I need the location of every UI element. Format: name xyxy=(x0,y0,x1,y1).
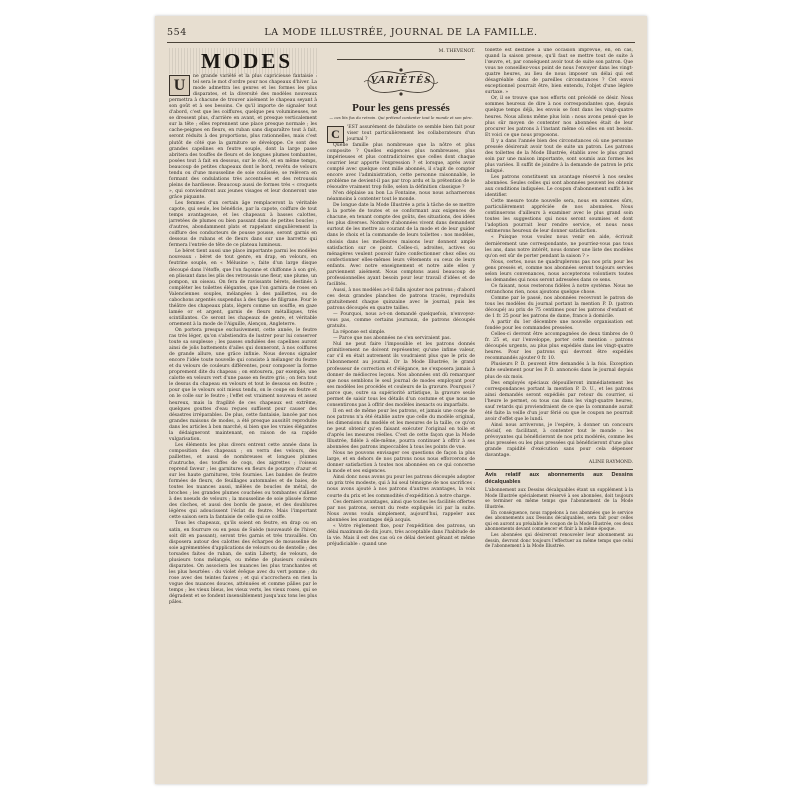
page-number: 554 xyxy=(167,27,187,38)
col3-paragraph: Comme par le passé, nos abonnées recevront le patron de tous les modèles du journal portant la mention P. D. (patron découpé) au prix de 75 centimes pour les patrons d'enfant et de 1 fr. 25 pour les patrons de dame, franco à domicile. xyxy=(485,295,633,320)
varietes-paragraph: N'en déplaise au bon La Fontaine, nous nous acharnerons néanmoins à contenter tout le monde. xyxy=(327,191,475,203)
varietes-paragraph: De longue date la Mode Illustrée a pris à tâche de se mettre à la portée de toutes et se conformant aux exigences de chacune, en tenant compte des goûts, des situations, des idées les plus diverses. Nombre d'abonnées vivent dans demandent surtout de les mettre au courant de la mode et de leur guider dans le choix et la commande de leurs toilettes : nos modèles, choisis dans les meilleures maisons leur donnent ample satisfaction sur ce point. Celles-ci, adroites, actives ou ménagères veulent pouvoir faire confectionner chez elles ou confectionner elles-mêmes leurs vêtements ou ceux de leurs enfants. Avec notre enseignement et notre aide elles y parviennent aisément. Nous comptons aussi beaucoup de professionnelles ayant besoin pour leur travail d'idées et de facilités. xyxy=(327,203,475,287)
notice-paragraph: L'abonnement aux Dessins décalquables étant un supplément à la Mode Illustrée spécialement réservé à ses abonnées, doit toujours se terminer en même temps que l'abonnement de la Mode Illustrée. xyxy=(485,488,633,511)
varietes-paragraph: Nul ne peut faire l'impossible et les patrons donnés primitivement ne doivent représenter, qu'une infime valeur, car s'il en était autrement ils voudraient plus que le prix de l'abonnement au journal. Or la Mode Illustrée, le grand professeur de correction et d'élégance, ne s'exposera jamais à donner de médiocres leçons. Nos abonnées ont dû remarquer que nous semblons le seul journal de modes employant pour ses modèles les procédés et couleurs de la gravure. Pourquoi ? parce que, outre sa supériorité artistique, la gravure seule permet de saisir tous les détails d'un costume et que nous ne consentirons pas à offrir des modèles inexacts ou imparfaits. xyxy=(327,342,475,408)
col3-paragraph: Ce faisant, nous resterons fidèles à notre système. Nous ne retranchons rien, nous ajoutons quelque chose. xyxy=(485,283,633,295)
modes-paragraph: Les femmes d'un certain âge remplaceront la véritable capote, qui seule, les bénéficie, par la capote, coiffure de tout temps avantageuse, et les chapeaux à basses calottes, jarretées de plumes ou bien passant dans de petites boucles ; d'autres, abondamment plats et rappelant singulièrement la coiffure des conducteurs de pousse pousse, seront garnis en dessous de rubans et de fleurs dans sur une barrette qui fermera l'entrée de tête de ce plateau lumineux. xyxy=(169,200,317,249)
varietes-paragraph: La réponse est simple. xyxy=(333,330,386,336)
varietes-paragraph: Quelle famille plus nombreuse que la nôtre et plus composite ? Quelles exigences plus nombreuses, plus impérieuses et plus contradictoires que celles dont chaque courrier leur apporte l'expression ? et lorsque, après avoir compté avec quelque cent mille abonnés, il s'agit de compter encore avec l'administration, cette personne raisonnable, le problème ne devient-il pas par trop ardu et la prétention de le résoudre vraiment trop folle, selon la définition classique ? xyxy=(327,142,475,191)
modes-paragraph: Le béret tient aussi une place importante parmi les modèles nouveaux : béret de tout genre, en drap, en velours, en feutrine souple, en « Mélusine », faite d'un large disque découpé dans l'étoffe, que l'on façonne et chiffonne à son gré, en plissant dans les plis des retroussis une fleur, une plume, un pompon, un oiseau. On fera de ravissants bérets, destinés à compléter les toilettes élégantes, que l'on garnira de roses en Valenciennes souples, mélangées à des paillettes, ou de cabochons argentés suspendus à des tiges de filigrane. Pour le théâtre des chapeaux plats, légers comme un souffle, en gaze lamée or et argent, garnis de fleurs métalliques, très scintillantes. Ce seront les chapeaux de genre, et véritable ornement à la mode de l'Aiguille, Alençon, Angleterre. xyxy=(169,249,317,327)
article-signature: ALINE RAYMOND. xyxy=(588,460,633,466)
col3-paragraph: Il y a dans l'année bien des circonstances où une personne pressée désirerait avoir tout de suite un patron. Les patrons des toilettes de la Mode Illustrée, établis avec le plus grand soin par une maison importante, sont soumis aux formes les plus variées. Il suffit de joindre à la demande de patron le prix indiqué. xyxy=(485,138,633,174)
modes-paragraph: ne grande variété et la plus capricieuse fantaisie : tel sera le mot d'ordre pour nos chapeaux d'hiver. La mode admettra les genres et les formes les plus disparates, et la diversité des modèles nouveaux permettra à chacune de trouver aisément le chapeau seyant à son goût et à ses besoins. Ce qu'il importe de signaler tout d'abord, c'est que les coiffures, quelque peu volumineuses, ne se dressent plus, d'arrière en avant, et presque verticalement sur la tête ; elles reprennent une place presque normale ; les cache-peignes en fleurs, en ruban sans disparaître tout à fait, seront réduits à des proportions, plus rationnelles, mais c'est plutôt de côté que la garniture se développe. Ce sont des grandes capelines en feutre souple, dont la large passe abritera des touffes de fleurs et de longues plumes tombantes, posées tout à fait en dessous, sur le côté, et en même temps, beaucoup de petites chapeaux dont le bord, revêtu de velours tendu ou d'une mousseline de soie coulissée, se relèvera en formant des ondulations très accentuées et des retroussis pleins de hardiesse. Beaucoup aussi de formes très « croquets », qui conviendront aux jeunes visages et leur donneront une grâce piquante. xyxy=(169,74,317,200)
varietes-paragraph: 'EST assurément de fabuliste ce semble bien fait pour viser tout particulièrement les collaborateurs d'un journal ? xyxy=(347,124,475,142)
modes-title: MODES xyxy=(169,48,317,74)
col3-paragraph: Celles-ci devront être accompagnées de deux timbres de 0 fr. 25 et, sur l'enveloppe, porter cette mention : patrons découpés urgents, au plus plus expédiés dans les vingt-quatre heures. Pour les patrons qui devront être expédiés recommandés ajouter 0 fr. 10. xyxy=(485,332,633,362)
varietes-paragraph: Ainsi donc nous avons pu pour les patrons découpés adopter un prix très modeste, qui à lui seul témoigne de nos sacrifices : nous avons ajouté à nos patrons d'autres avantages, la voix courte du prix et les commodités d'expédition à notre charge. xyxy=(327,475,475,499)
col3-paragraph: Les patrons constituent un avantage réservé à nos seules abonnées. Seules celles qui sont abonnées peuvent les obtenir aux conditions indiquées. Le coupon d'abonnement suffit à les identifier. xyxy=(485,174,633,199)
modes-signature: M. THEVENOT. xyxy=(438,49,475,54)
varietes-dropcap: C xyxy=(327,126,344,143)
col3-paragraph: toilette est destinée à une occasion imprévue, en, en cas, quand la saison presse, qu'il faut se mettre tout de suite à l'œuvre, et, par conséquent avoir tout de suite son patron. Que vous ne conseillez-vous point de nous l'envoyer dans les vingt-quatre heures, au lieu de nous imposer un délai qui est désagréable dans de pareilles circonstances ? Cet envoi exceptionnel pourrait être, bien entendu, l'objet d'une légère surtaxe. » xyxy=(485,48,633,96)
modes-paragraph: Les éléments les plus divers entrent cette année dans la composition des chapeaux ; on verra des velours, des paillettes, et aussi de nombreuses et longues plumes d'autruche, des touffes de coqs, des aigrettes ; l'oiseau reprend faveur ; les garnitures en fleurs de pourpre d'azur et sur les haute garnitures, très fournies. Les bandes de feutre formées de fleurs, de feuillages automnales et de baies, de toutes les nuances aussi, mêlées de boucles de métal, de broches ; les grandes plumes couchées ou tombantes s'allient à des noeuds de velours ; la mousseline de soie plissée forme des cloches, et aussi des bords de passe, et des doublures légères qui adoucissent l'éclat du feutre. Mais l'important cette saison sera la fantaisie de celle qui se coiffe. xyxy=(169,442,317,521)
varietes-paragraph: Ces derniers avantages, ainsi que toutes les facilités offertes par nos patrons, seront du reste expliqués ici par la suite. Nous avons voulu simplement, aujourd'hui, rappeler aux abonnées les avantages déjà acquis. xyxy=(327,499,475,523)
varietes-paragraph: — Parce que nos abonnées ne s'en serviraient pas. xyxy=(333,336,451,342)
notice-paragraph: Les abonnées qui désireront renouveler leur abonnement au dessin, devront donc toujours l'effectuer au même temps que celui de l'abonnement à la Mode Illustrée. xyxy=(485,532,633,550)
varietes-paragraph: — Pourquoi, nous a-t-on demandé quelquefois, n'envoyez-vous pas, comme certains journaux, de patrons découpés gratuits. xyxy=(327,312,475,330)
modes-paragraph: Tous les chapeaux, qu'ils soient en feutre, en drap ou en satin, en fourrure ou en peau de Suède (nouveauté de l'hiver, soit dit en passant), seront très garnis et très travaillés. On disposera autour des calottes des écharpes de mousseline de soie agrémentées d'applications de velours ou de dentelle ; des torsades faites de ruban, de satin Liberty, de velours, de plusieurs tons mélangés, ou même de plusieurs couleurs disparates. On associera les nuances les plus tranchantes et les plus heurtées : du violet évêque avec du vert pomme ; du rose avec des teintes fauves ; et qui s'accrochera en rien la vogue des nuances douces, atténuées et comme pâlies par le temps ; les vieux bleus, les vieux verts, les vieux roses, qui se dégradent et se fondent insensiblement jusqu'aux tons les plus pâles. xyxy=(169,521,317,606)
column-three xyxy=(485,48,633,774)
col3-paragraph: « Puisque vous voulez nous venir en aide, écrivait dernièrement une correspondante, ne pourriez-vous pas tous les ans, dans notre intérêt, nous donner une liste des modèles qu'on est sûr de porter pendant la saison ? » xyxy=(485,235,633,259)
varietes-ornament xyxy=(362,66,440,98)
divider xyxy=(337,59,465,60)
varietes-paragraph: « Votre règlement fixe, pour l'expédition des patrons, un délai maximum de dix jours, très acceptable dans l'habitude de la vie. Mais il est des cas où ce délai devient gênant et même préjudiciable : quand une xyxy=(327,523,475,547)
journal-title: LA MODE ILLUSTRÉE, JOURNAL DE LA FAMILLE. xyxy=(264,27,538,38)
varietes-paragraph: Aussi, à nos modèles a-t-il fallu ajouter nos patrons ; d'abord ces deux grandes planches de patrons tracés, reproduits gratuitement chaque quinzaine avec le journal, puis les patrons découpés en quatre tailles. xyxy=(327,287,475,312)
page-header xyxy=(167,22,635,43)
column-modes xyxy=(169,48,317,774)
article-title: Pour les gens pressés xyxy=(352,102,450,115)
varietes-paragraph: Il en est de même pour les patrons, et jamais une coupe de nos patrons n'a été établie autre que celle du modèle original, les dimensions du modèle et les mesures de la taille, ce qu'on ne peut obtenir qu'en faisant exécuter l'original en toile et d'après les mesures réelles. C'est de cette façon que la Mode Illustrée, fidèle à elle-même, pourra continuer à offrir à ses abonnées des patrons impeccables à tous les points de vue. xyxy=(327,408,475,451)
col3-paragraph: Cette mesure toute nouvelle sera, nous en sommes sûrs, particulièrement appréciée de nos abonnées. Nous continuerons d'ailleurs à examiner avec le plus grand soin toutes les suggestions qui nous seront soumises et dont l'adoption pourrait leur rendre service, et nous nous estimerons heureux de leur donner satisfaction. xyxy=(485,199,633,235)
notice-title: Avis relatif aux abonnements aux Dessins décalquables xyxy=(485,469,633,486)
col3-paragraph: Ainsi nous arriverons, je l'espère, à donner un concours décisif, en facilitant, à contenter tout le monde : les prévoyantes qui bénéficieront de nos prix modérés, comme les plus pressées ou les plus pressées qui bénéficieront d'une plus grande rapidité d'exécution sans pour cela dépenser davantage. xyxy=(485,422,633,459)
varietes-label: VARIÉTÉS xyxy=(370,74,432,87)
col3-paragraph: Nous, certes, nous ne quadruplerons pas nos prix pour les gens pressés et, comme nos abonnées seront toujours servies selon leurs convenances, nous accepterons volontiers toutes les demandes qui nous seront adressées dans ce sens. xyxy=(485,259,633,283)
modes-dropcap: U xyxy=(169,75,190,96)
journal-page xyxy=(155,16,647,784)
col3-paragraph: Plusieurs P. D. peuvent être demandés à la fois. Exception faite seulement pour les P. D. annoncés dans le journal depuis plus de six mois. xyxy=(485,362,633,380)
varietes-paragraph: Nous ne pouvons envisager ces questions de façon la plus large, et en dehors de nos patrons nous nous efforcerons de donner satisfaction à toutes nos abonnées en ce qui concerne la mode et ses exigences. xyxy=(327,451,475,475)
col3-paragraph: Des employés spéciaux dépouilleront immédiatement les correspondances portant la mention P. D. U., et les patrons ainsi demandés seront expédiés par retour du courrier, si l'heure le permet, ou tous cas dans les vingt-quatre heures, sauf retards qui proviendraient de ce que la commande aurait été faite la veille d'un jour férié ou que le coupon ne pourrait avoir d'effet que le lundi. xyxy=(485,380,633,422)
col3-paragraph: A partir du 1er décembre une nouvelle organisation est fondée pour les commandes pressées. xyxy=(485,320,633,332)
notice-paragraph: En conséquence, nous rappelons à nos abonnées que le service des abonnements aux Dessins décalquables, sera fait pour celles qui en auront au préalable le coupon de la Mode Illustrée, ces deux abonnements devant commencer et finir à la même époque. xyxy=(485,510,633,533)
column-varietes xyxy=(327,48,475,774)
modes-paragraph: On portera presque exclusivement, cette année, le feutre ras très léger, qu'on s'abstiendra de lustrer pour lui conserver toute sa souplesse ; les passes ondulées des capelines auront ainsi de jolis battements d'ailes qui donneront, à nos coiffures de grande allure, une grâce infinie. Nous devons signaler encore l'idée toute nouvelle qui consiste à mélanger du feutre et du velours de couleurs différentes, pour composer la forme proprement dite du chapeau ; on entourera, par exemple, une calotte en velours vert d'une passe en feutre gris ; on fera tout le dessus du chapeau en velours et tout le dessous en feutre ; pour que le velours soit mieux tendu, on le coupe en feutre et on le colle sur le feutre ; l'effet est vraiment nouveau et assez heureux, mais la fragilité de ces chapeaux est extrême, quelques gouttes d'eau reçues suffisent pour causer des désastres irréparables. De plus, cette fantaisie, lancée par nos grandes maisons de modes, a été presque aussitôt reproduite dans les articles à bon marché, si bien que les vraies élégantes la dédaigneront maintenant, en raison de sa rapide vulgarisation. xyxy=(169,327,317,442)
article-subtitle: — ces lits fus du retrain. Qui prétend contenter tout le monde et son père. xyxy=(329,115,473,121)
col3-paragraph: Or, il se trouve que nos efforts ont précédé ce désir. Nous sommes heureux de dire à nos correspondantes que, depuis quelque temps déjà, les envois se font dans les vingt-quatre heures. Nous allons même plus loin : nous avons pensé que le plus sûr moyen de contenter nos abonnées était de leur procurer les patrons à l'instant même où elles en ont besoin. Et voici ce que nous proposons. xyxy=(485,96,633,138)
